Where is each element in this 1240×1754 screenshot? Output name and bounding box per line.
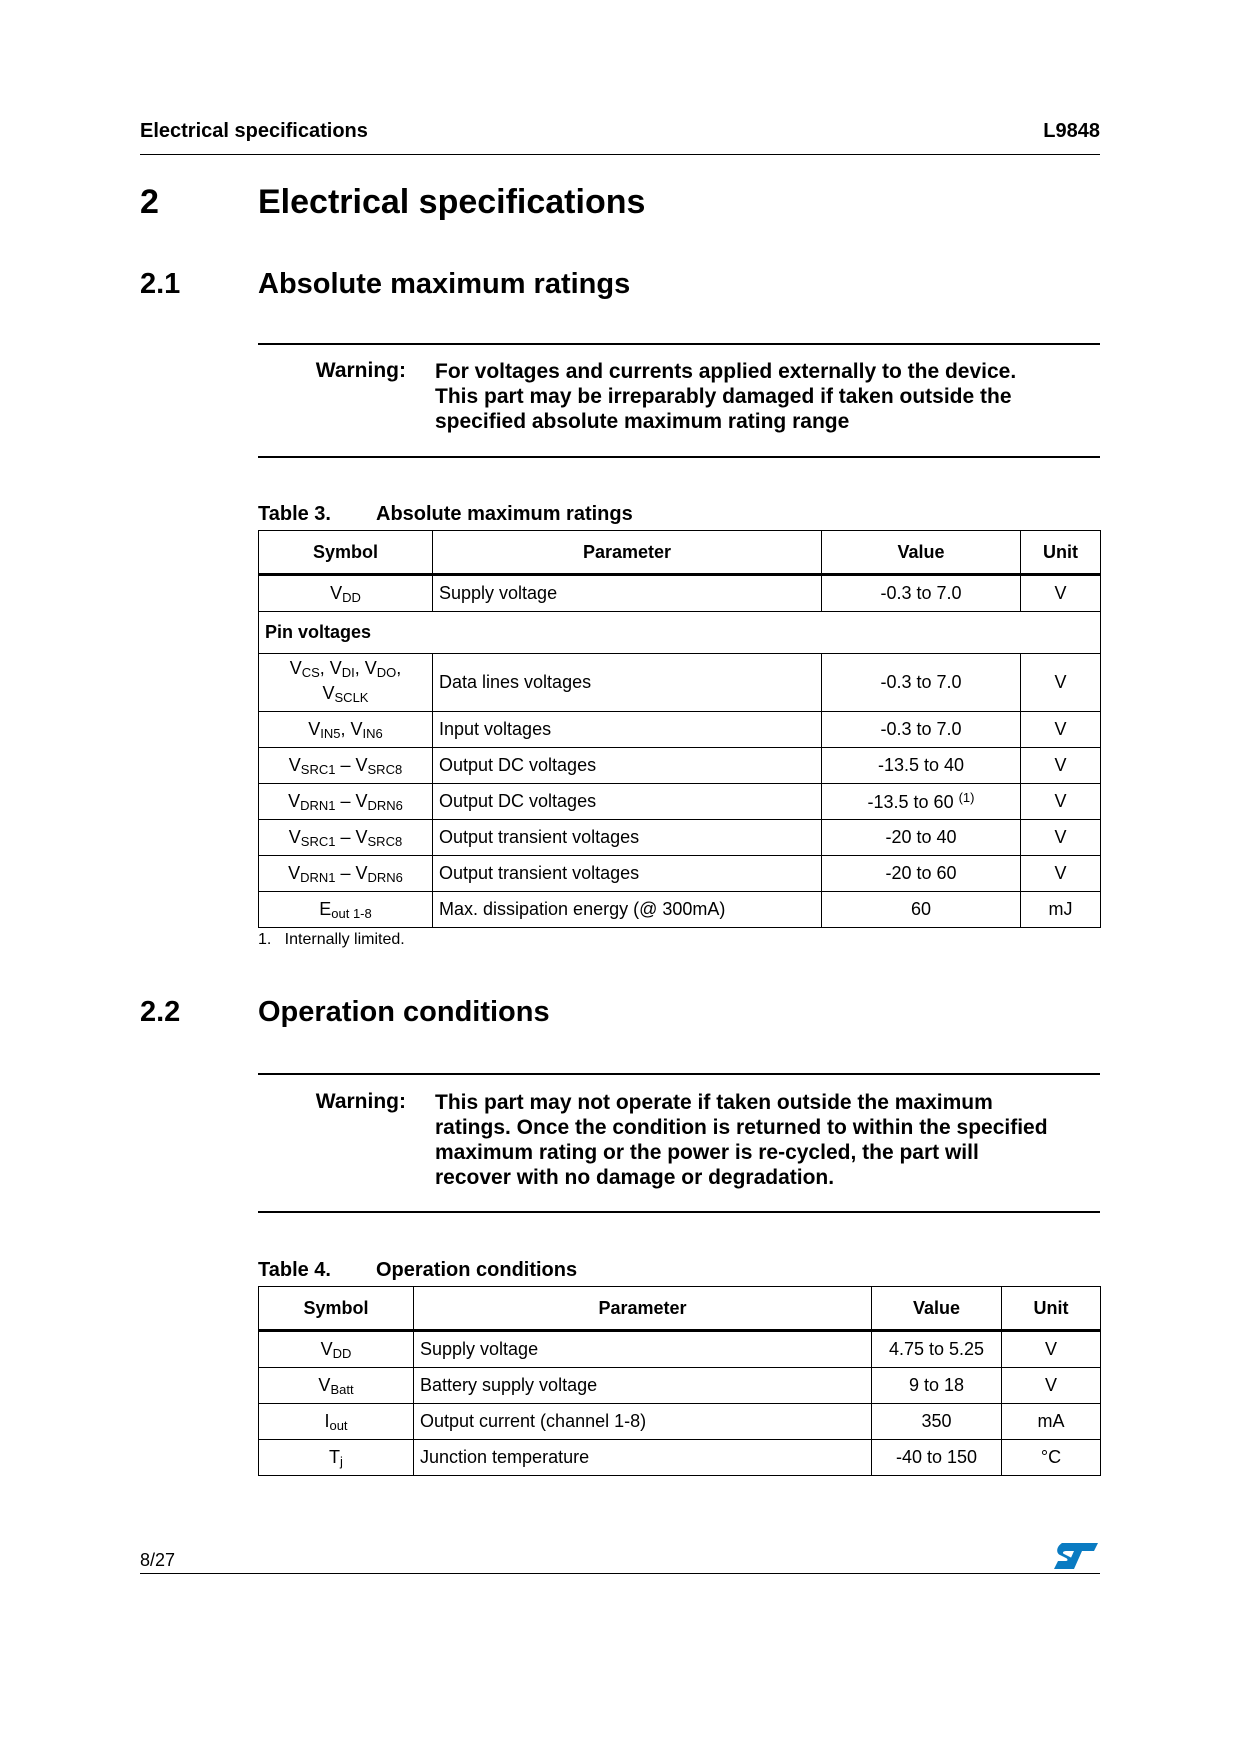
parameter-cell: Supply voltage — [414, 1331, 872, 1368]
parameter-cell: Battery supply voltage — [414, 1368, 872, 1404]
parameter-cell: Output transient voltages — [433, 856, 822, 892]
table-row — [259, 892, 1101, 928]
table-row — [259, 1440, 1101, 1476]
table-caption-number: Table 4. — [258, 1259, 331, 1281]
value-cell: 350 — [872, 1404, 1002, 1440]
parameter-cell: Output current (channel 1-8) — [414, 1404, 872, 1440]
parameter-cell: Supply voltage — [433, 575, 822, 612]
warning-label: Warning: — [315, 359, 406, 382]
page-number: 8/27 — [140, 1550, 176, 1570]
parameter-cell: Output transient voltages — [433, 820, 822, 856]
subsection-number: 2.1 — [140, 268, 181, 300]
table-row — [259, 1404, 1101, 1440]
footer-rule — [140, 1573, 1100, 1574]
unit-cell: V — [1021, 748, 1101, 784]
table-row — [259, 784, 1101, 820]
warning-bottom-rule — [258, 1211, 1100, 1213]
warning-text: For voltages and currents applied externally to the device. This part may be irreparably damaged if taken outside the specified absolute maximum rating range — [435, 360, 1017, 433]
section-number: 2 — [140, 183, 159, 221]
value-cell: 60 — [822, 892, 1021, 928]
section-title: Electrical specifications — [258, 183, 646, 221]
table-row — [259, 575, 1101, 612]
unit-cell: V — [1021, 856, 1101, 892]
header-value: Value — [872, 1287, 1002, 1331]
group-label-pin-voltages: Pin voltages — [259, 612, 1101, 654]
header-value: Value — [822, 531, 1021, 575]
table-caption-number: Table 3. — [258, 503, 331, 525]
parameter-cell: Output DC voltages — [433, 748, 822, 784]
warning-label: Warning: — [315, 1090, 406, 1113]
unit-cell: V — [1002, 1368, 1101, 1404]
value-cell: -13.5 to 40 — [822, 748, 1021, 784]
unit-cell: V — [1002, 1331, 1101, 1368]
value-cell: -40 to 150 — [872, 1440, 1002, 1476]
subsection-title: Absolute maximum ratings — [258, 268, 631, 300]
header-symbol: Symbol — [259, 531, 433, 575]
unit-cell: mJ — [1021, 892, 1101, 928]
header-unit: Unit — [1021, 531, 1101, 575]
header-parameter: Parameter — [414, 1287, 872, 1331]
header-rule — [140, 154, 1100, 155]
warning-text: This part may not operate if taken outside the maximum ratings. Once the condition is returned to within the specified maximum rating or the power is re-cycled, the part will recover with no damage or degradation. — [435, 1091, 1048, 1189]
unit-cell: °C — [1002, 1440, 1101, 1476]
table-row — [259, 748, 1101, 784]
table-row — [259, 712, 1101, 748]
parameter-cell: Junction temperature — [414, 1440, 872, 1476]
value-cell: 9 to 18 — [872, 1368, 1002, 1404]
symbol-cell: $V_{SRC1} - V_{SRC8}$ — [259, 820, 433, 856]
table-header-row — [259, 531, 1101, 575]
value-cell: -20 to 60 — [822, 856, 1021, 892]
symbol-cell: $V_{DRN1} - V_{DRN6}$ — [259, 856, 433, 892]
unit-cell: mA — [1002, 1404, 1101, 1440]
st-logo-icon — [1052, 1541, 1100, 1571]
running-header-title: Electrical specifications — [140, 120, 368, 142]
value-cell: -20 to 40 — [822, 820, 1021, 856]
unit-cell: V — [1021, 712, 1101, 748]
symbol-cell: $V_{IN5}$, $V_{IN6}$ — [259, 712, 433, 748]
header-unit: Unit — [1002, 1287, 1101, 1331]
unit-cell: V — [1021, 654, 1101, 712]
parameter-cell: Data lines voltages — [433, 654, 822, 712]
value-cell: -13.5 to 60 $^{(1)}$ — [822, 784, 1021, 820]
warning-top-rule — [258, 343, 1100, 345]
parameter-cell: Max. dissipation energy (@ 300mA) — [433, 892, 822, 928]
table-row — [259, 1368, 1101, 1404]
footnote-ref: (1) — [958, 790, 975, 805]
unit-cell: V — [1021, 820, 1101, 856]
value-cell: 4.75 to 5.25 — [872, 1331, 1002, 1368]
running-header-part: L9848 — [1043, 120, 1100, 142]
warning-bottom-rule — [258, 456, 1100, 458]
unit-cell: V — [1021, 784, 1101, 820]
table-header-row — [259, 1287, 1101, 1331]
symbol-cell: $T_j$ — [259, 1440, 414, 1476]
parameter-cell: Output DC voltages — [433, 784, 822, 820]
subsection-title: Operation conditions — [258, 996, 550, 1028]
unit-cell: V — [1021, 575, 1101, 612]
table-group-row — [259, 612, 1101, 654]
symbol-cell: $V_{CS}$, $V_{DI}$, $V_{DO}$, $V_{SCLK}$ — [259, 654, 433, 712]
subsection-number: 2.2 — [140, 996, 181, 1028]
symbol-cell: $V_{DD}$ — [259, 575, 433, 612]
operation-conditions-table — [258, 1286, 1101, 1476]
symbol-cell: $V_{DD}$ — [259, 1331, 414, 1368]
table-row — [259, 856, 1101, 892]
value-cell: -0.3 to 7.0 — [822, 654, 1021, 712]
symbol-cell: $V_{DRN1} - V_{DRN6}$ — [259, 784, 433, 820]
table-footnote: 1. Internally limited. — [258, 931, 405, 948]
parameter-cell: Input voltages — [433, 712, 822, 748]
header-symbol: Symbol — [259, 1287, 414, 1331]
table-caption-title: Operation conditions — [376, 1259, 578, 1281]
symbol-cell: $E_{out 1-8}$ — [259, 892, 433, 928]
absolute-max-ratings-table — [258, 530, 1101, 928]
symbol-cell: $V_{Batt}$ — [259, 1368, 414, 1404]
table-row — [259, 820, 1101, 856]
header-parameter: Parameter — [433, 531, 822, 575]
warning-top-rule — [258, 1073, 1100, 1075]
value-cell: -0.3 to 7.0 — [822, 712, 1021, 748]
table-caption-title: Absolute maximum ratings — [376, 503, 633, 525]
symbol-cell: $V_{SRC1} - V_{SRC8}$ — [259, 748, 433, 784]
st-logo-shape — [1054, 1543, 1098, 1569]
table-row — [259, 1331, 1101, 1368]
table-row — [259, 654, 1101, 712]
symbol-cell: $I_{out}$ — [259, 1404, 414, 1440]
value-cell: -0.3 to 7.0 — [822, 575, 1021, 612]
